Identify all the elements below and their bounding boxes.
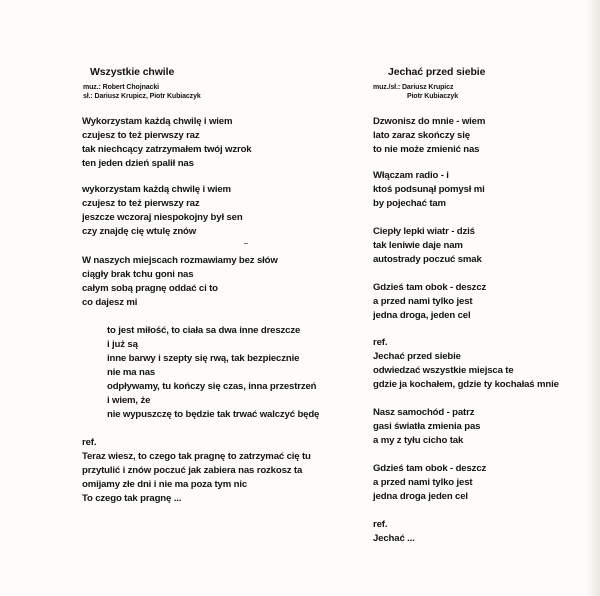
lyric-line: Ciepły lepki wiatr - dziś (373, 226, 475, 237)
lyric-line: ten jeden dzień spalił nas (82, 158, 194, 169)
lyric-line: ktoś podsunął pomysł mi (373, 184, 485, 195)
lyric-line: a przed nami tylko jest (373, 477, 473, 488)
lyric-line: tak niechcący zatrzymałem twój wzrok (82, 144, 252, 155)
lyric-line: jeszcze wczoraj niespokojny był sen (82, 212, 243, 223)
credit-line: muz.: Robert Chojnacki (83, 84, 159, 91)
lyric-line: by pojechać tam (373, 198, 446, 209)
lyric-line: Nasz samochód - patrz (373, 407, 475, 418)
lyric-line: To czego tak pragnę ... (82, 493, 182, 504)
lyric-line: a my z tyłu cicho tak (373, 435, 464, 446)
lyric-line: nie ma nas (107, 367, 156, 378)
lyric-line: jedna droga jeden cel (373, 491, 468, 502)
lyric-line: Jechać ... (373, 533, 415, 544)
lyric-line: a przed nami tylko jest (373, 296, 473, 307)
refrain-label: ref. (373, 519, 388, 530)
lyric-line: i wiem, że (107, 395, 151, 406)
song-title: Jechać przed siebie (388, 66, 486, 78)
lyric-line: Gdzieś tam obok - deszcz (373, 463, 487, 474)
lyric-line: odpływamy, tu kończy się czas, inna przestrzeń (107, 381, 317, 392)
credit-line: muz./sł.: Dariusz Krupicz (373, 84, 454, 91)
page-edge-shadow (586, 0, 600, 596)
stray-mark (244, 243, 248, 244)
lyric-line: czujesz to też pierwszy raz (82, 130, 200, 141)
lyric-line: tak leniwie daje nam (373, 240, 463, 251)
lyric-line: autostrady poczuć smak (373, 254, 482, 265)
lyric-line: Włączam radio - i (373, 170, 449, 181)
lyric-line: wykorzystam każdą chwilę i wiem (82, 184, 231, 195)
lyric-line: Dzwonisz do mnie - wiem (373, 116, 486, 127)
lyric-line: inne barwy i szepty się rwą, tak bezpiecznie (107, 353, 300, 364)
credit-line: sł.: Dariusz Krupicz, Piotr Kubiaczyk (83, 93, 201, 100)
lyric-line: gdzie ja kochałem, gdzie ty kochałaś mnie (373, 379, 559, 390)
lyric-line: całym sobą pragnę oddać ci to (82, 283, 218, 294)
lyric-line: jedna droga, jeden cel (373, 310, 471, 321)
lyric-line: ciągły brak tchu goni nas (82, 269, 194, 280)
lyric-line: to nie może zmienić nas (373, 144, 480, 155)
lyric-line: Gdzieś tam obok - deszcz (373, 282, 487, 293)
refrain-label: ref. (82, 437, 97, 448)
credit-line: Piotr Kubiaczyk (407, 93, 459, 100)
lyric-line: nie wypuszczę to będzie tak trwać walczyć będę (107, 409, 320, 420)
lyric-line: omijamy złe dni i nie ma poza tym nic (82, 479, 248, 490)
refrain-label: ref. (373, 337, 388, 348)
lyric-line: to jest miłość, to ciała sa dwa inne dreszcze (107, 325, 301, 336)
lyric-line: Jechać przed siebie (373, 351, 461, 362)
lyric-line: odwiedzać wszystkie miejsca te (373, 365, 514, 376)
lyric-line: gasi światła zmienia pas (373, 421, 481, 432)
lyric-line: W naszych miejscach rozmawiamy bez słów (82, 255, 278, 266)
lyric-line: czy znajdę cię wtulę znów (82, 226, 197, 237)
lyric-line: Teraz wiesz, to czego tak pragnę to zatrzymać cię tu (82, 451, 311, 462)
lyric-line: co dajesz mi (82, 297, 138, 308)
lyric-line: czujesz to też pierwszy raz (82, 198, 200, 209)
lyric-line: i już są (107, 339, 138, 350)
lyric-line: Wykorzystam każdą chwilę i wiem (82, 116, 233, 127)
song-title: Wszystkie chwile (90, 66, 175, 78)
lyric-line: przytulić i znów poczuć jak zabiera nas rozkosz ta (82, 465, 303, 476)
lyric-line: lato zaraz skończy się (373, 130, 470, 141)
